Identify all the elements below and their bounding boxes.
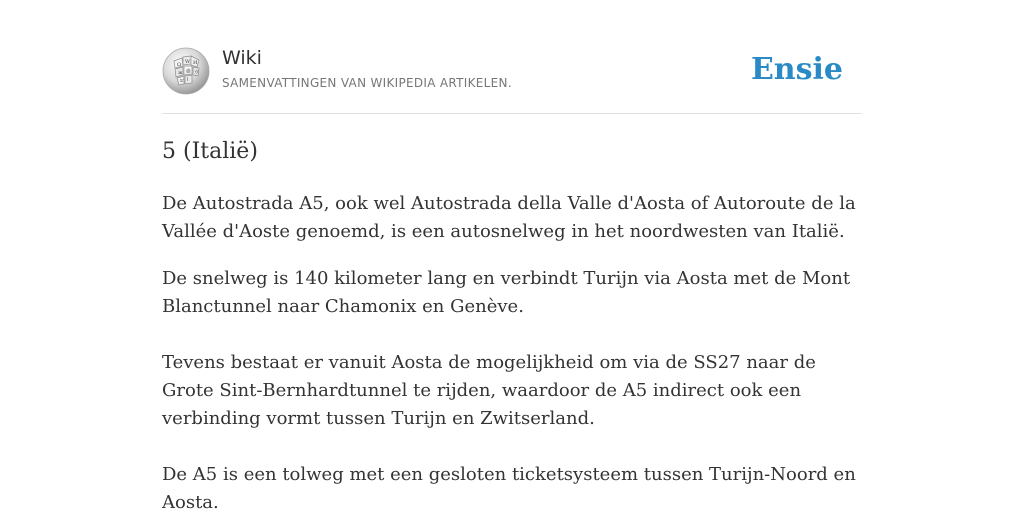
site-title[interactable]: Wiki	[222, 47, 262, 69]
wikipedia-globe-icon[interactable]	[162, 47, 210, 95]
content-container	[162, 0, 862, 512]
svg-text:И: И	[193, 60, 198, 66]
article-body	[162, 190, 862, 512]
article-title: 5 (Italië)	[162, 139, 258, 164]
article-paragraph: De snelweg is 140 kilometer lang en verbindt Turijn via Aosta met de Mont Blanctunnel naar Chamonix en Genève.	[162, 268, 851, 317]
article-paragraph: De Autostrada A5, ook wel Autostrada della Valle d'Aosta of Autoroute de la Vallée d'Aoste genoemd, is een autosnelweg in het noordwesten van Italië.	[162, 193, 856, 242]
svg-text:W: W	[185, 59, 191, 65]
svg-text:維: 維	[186, 69, 192, 75]
svg-text:ж: ж	[178, 70, 183, 76]
svg-text:Ω: Ω	[177, 62, 182, 68]
brand-logo-link[interactable]: Ensie	[750, 52, 843, 87]
site-header	[162, 0, 862, 114]
svg-text:ש: ש	[180, 78, 184, 84]
article-paragraph: De A5 is een tolweg met een gesloten ticketsysteem tussen Turijn-Noord en Aosta.	[162, 464, 856, 512]
svg-text:ウ: ウ	[194, 70, 200, 76]
site-subtitle: SAMENVATTINGEN VAN WIKIPEDIA ARTIKELEN.	[222, 76, 512, 90]
article-paragraph: Tevens bestaat er vanuit Aosta de mogelijkheid om via de SS27 naar de Grote Sint-Bernhardtunnel te rijden, waardoor de A5 indirect ook een verbinding vormt tussen Turijn en Zwitserland.	[162, 352, 816, 429]
svg-text:ا: ا	[187, 77, 189, 83]
